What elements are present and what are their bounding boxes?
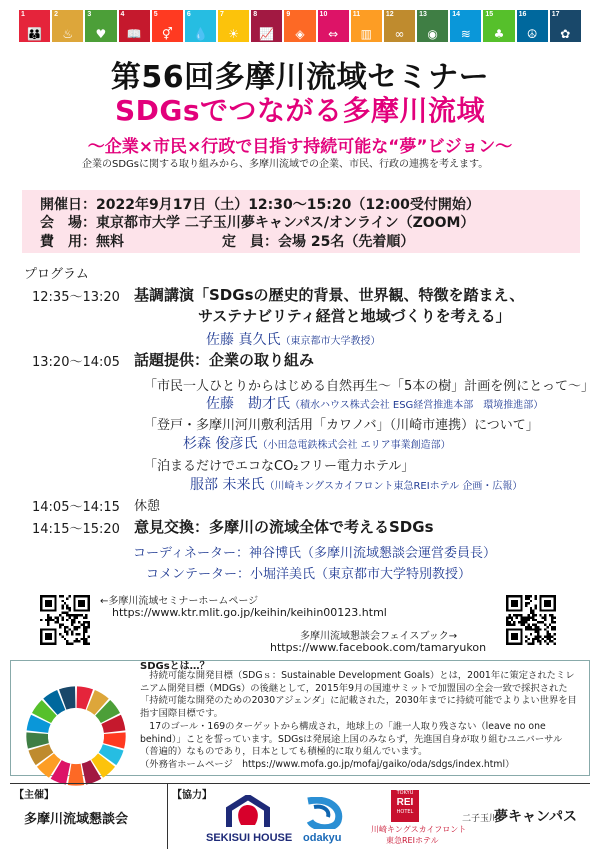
sekisui-house-logo <box>225 795 271 829</box>
sdg-goal-17-icon <box>550 10 581 42</box>
program-title: 意見交換：多摩川の流域全体で考えるSDGs <box>134 518 434 536</box>
speaker <box>183 433 451 453</box>
event-info-box <box>22 190 580 253</box>
speaker-affiliation: （東京都市大学教授） <box>280 336 381 347</box>
sdg-goal-glyph: ▥ <box>360 27 372 41</box>
program-time: 14:15～15:20 <box>32 522 120 537</box>
sdg-goal-number: 11 <box>352 11 361 18</box>
program-title: 休憩 <box>134 499 161 514</box>
sdg-goal-1-icon <box>19 10 50 42</box>
sdg-goal-16-icon <box>517 10 548 42</box>
sdg-goal-5-icon <box>152 10 183 42</box>
sdg-goal-number: 4 <box>120 11 125 18</box>
campus-logo-name: 夢キャンパス <box>494 809 578 825</box>
sdg-goal-glyph: ◉ <box>427 27 438 41</box>
sdg-goal-glyph: 👪 <box>27 27 43 41</box>
sdg-goal-6-icon <box>185 10 216 42</box>
sdg-goal-glyph: 💧 <box>192 27 208 41</box>
sdg-goal-glyph: 📈 <box>259 27 275 41</box>
rei-hotel-caption: 川崎キングスカイフロント <box>371 825 467 834</box>
event-date: 開催日：2022年9月17日（土）12:30～15:20（12:00受付開始） <box>40 197 480 213</box>
facebook-link[interactable]: https://www.facebook.com/tamaryukon <box>270 641 487 654</box>
sdg-goal-glyph: ☀ <box>228 27 239 41</box>
sdg-goal-glyph: ☮ <box>526 27 538 41</box>
program-title: 話題提供：企業の取り組み <box>134 351 315 369</box>
sdgs-info-source: （外務省ホームページ https://www.mofa.go.jp/mofaj/gaiko/oda/sdgs/index.html） <box>140 758 515 770</box>
speaker <box>206 393 543 413</box>
sdg-goal-number: 5 <box>153 11 158 18</box>
sdg-goal-glyph: 📖 <box>126 27 142 41</box>
sdg-goal-4-icon <box>119 10 150 42</box>
sdg-goal-13-icon <box>417 10 448 42</box>
sdg-goal-number: 13 <box>419 11 427 18</box>
sdg-goal-glyph: ∞ <box>394 27 405 41</box>
speaker-name: 佐藤 真久氏 <box>206 332 281 348</box>
sdg-goal-glyph: ♨ <box>62 27 74 41</box>
footer-divider <box>167 784 168 849</box>
rei-logo-bottom: HOTEL <box>396 809 414 815</box>
program-title-line2: サステナビリティ経営と地域づくりを考える」 <box>198 307 511 325</box>
program-label: プログラム <box>24 267 89 282</box>
speaker-affiliation: （積水ハウス株式会社 ESG経営推進本部 環境推進部） <box>290 400 544 411</box>
program-time: 14:05～14:15 <box>32 500 120 515</box>
sdg-icon-strip <box>19 10 581 42</box>
sdg-goal-number: 7 <box>220 11 224 18</box>
rei-logo-top: TOKYU <box>396 790 414 796</box>
seminar-link[interactable]: https://www.ktr.mlit.go.jp/keihin/keihin00123.html <box>112 606 387 619</box>
page-title-sdgs: SDGsでつながる多摩川流域 <box>114 94 486 127</box>
sdg-goal-number: 12 <box>385 11 394 18</box>
sdgs-info-paragraph: 17のゴール・169のターゲットから構成され，地球上の「誰一人取り残さない（leave no one behind）」ことを誓っています。SDGsは発展途上国のみならず，先進国自身が取り組むユニバーサル（普遍的）なものであり，日本としても積極的に取り組んでいます。 <box>140 720 563 758</box>
host-label: 【主催】 <box>14 790 54 801</box>
sdg-goal-glyph: ✿ <box>560 27 571 41</box>
sdgs-info-heading: SDGsとは…？ <box>140 661 210 672</box>
cooperation-label: 【協力】 <box>172 790 212 801</box>
coordinator: コーディネーター：神谷博氏（多摩川流域懇談会運営委員長） <box>133 546 496 561</box>
program-time: 13:20～14:05 <box>32 355 120 370</box>
event-venue: 会 場：東京都市大学 二子玉川夢キャンパス/オンライン（ZOOM） <box>40 215 475 231</box>
program-time: 12:35～13:20 <box>32 290 120 305</box>
sdg-goal-7-icon <box>218 10 249 42</box>
facebook-link-caption: 多摩川流域懇談会フェイスブック→ <box>300 631 458 642</box>
sdg-goal-glyph: ◈ <box>295 27 305 41</box>
speaker-name: 杉森 俊彦氏 <box>183 436 258 452</box>
sdg-goal-14-icon <box>450 10 481 42</box>
sdg-goal-number: 10 <box>319 11 328 18</box>
sdgs-info-paragraph: 持続可能な開発目標（SDGｓ：Sustainable Development Goals）とは，2001年に策定されたミレニアム開発目標（MDGs）の後継として，2015年9月の国連サミットで加盟国の全会一致で採択された「持続可能な開発のための2030アジェンダ」に記載された，2030年までに持続可能でよりよい世界を目指す国際目標です。 <box>140 670 577 720</box>
sdg-goal-11-icon <box>351 10 382 42</box>
talk-title: 「泊まるだけでエコなCO₂フリー電力ホテル」 <box>144 459 415 474</box>
sdg-goal-10-icon <box>318 10 349 42</box>
rei-hotel-caption: 東急REIホテル <box>386 836 439 845</box>
sdg-goal-2-icon <box>52 10 83 42</box>
facebook-qr-code[interactable] <box>506 595 556 645</box>
event-capacity: 定 員：会場 25名（先着順） <box>222 234 415 250</box>
sdg-goal-glyph: ♣ <box>493 27 505 41</box>
rei-logo-mid: REI <box>396 797 414 808</box>
commentator: コメンテーター：小堀洋美氏（東京都市大学特別教授） <box>146 567 472 582</box>
sekisui-house-name: SEKISUI HOUSE <box>206 832 293 844</box>
sdg-goal-number: 1 <box>21 11 25 18</box>
seminar-link-caption: ←多摩川流域セミナーホームページ <box>100 596 259 607</box>
sdgs-wheel-logo <box>22 682 130 790</box>
speaker-affiliation: （川崎キングスカイフロント東急REIホテル 企画・広報） <box>264 481 523 492</box>
sdg-goal-number: 17 <box>551 11 560 18</box>
sdg-goal-number: 6 <box>186 11 191 18</box>
sdg-goal-number: 2 <box>54 11 59 18</box>
talk-title: 「登戸・多摩川河川敷利活用「カワノバ」（川崎市連携）について」 <box>144 418 539 433</box>
sdg-goal-glyph: ≋ <box>460 27 471 41</box>
sdg-goal-glyph: ♥ <box>95 27 107 41</box>
sdg-goal-8-icon <box>251 10 282 42</box>
odakyu-logo <box>300 797 344 829</box>
tokyu-rei-hotel-logo <box>391 790 419 822</box>
sdg-goal-glyph: ⇔ <box>328 27 339 41</box>
sdg-goal-number: 9 <box>286 11 291 18</box>
sdg-goal-number: 16 <box>518 11 527 18</box>
sdg-goal-3-icon <box>85 10 116 42</box>
sdg-goal-number: 3 <box>87 11 92 18</box>
sdg-goal-number: 14 <box>452 11 461 18</box>
program-title: 基調講演「SDGsの歴史的背景、世界観、特徴を踏まえ、 <box>134 286 525 304</box>
sdg-goal-12-icon <box>384 10 415 42</box>
event-fee: 費 用：無料 <box>40 234 124 250</box>
sdgs-info-text <box>140 670 580 772</box>
sdg-goal-number: 15 <box>485 11 494 18</box>
sdg-goal-15-icon <box>483 10 514 42</box>
subtitle: ～企業×市民×行政で目指す持続可能な“夢”ビジョン～ <box>87 137 513 157</box>
speaker-name: 服部 未来氏 <box>190 477 265 493</box>
speaker-name: 佐藤 勘才氏 <box>206 396 290 412</box>
sdg-goal-9-icon <box>284 10 315 42</box>
sdg-goal-number: 8 <box>253 11 258 18</box>
speaker <box>206 329 380 349</box>
odakyu-name: odakyu <box>303 832 342 844</box>
campus-logo-small: 二子玉川 <box>462 814 499 824</box>
host-name: 多摩川流域懇談会 <box>24 812 129 827</box>
speaker-affiliation: （小田急電鉄株式会社 エリア事業創造部） <box>257 440 451 451</box>
seminar-qr-code[interactable] <box>40 595 90 645</box>
sdg-goal-glyph: ⚥ <box>161 27 173 41</box>
page-title: 第56回多摩川流域セミナー <box>110 60 490 95</box>
lead-text: 企業のSDGsに関する取り組みから、多摩川流域での企業、市民、行政の連携を考えます。 <box>82 159 489 170</box>
talk-title: 「市民一人ひとりからはじめる自然再生～「5本の樹」計画を例にとって～」 <box>144 379 595 394</box>
speaker <box>190 474 522 494</box>
